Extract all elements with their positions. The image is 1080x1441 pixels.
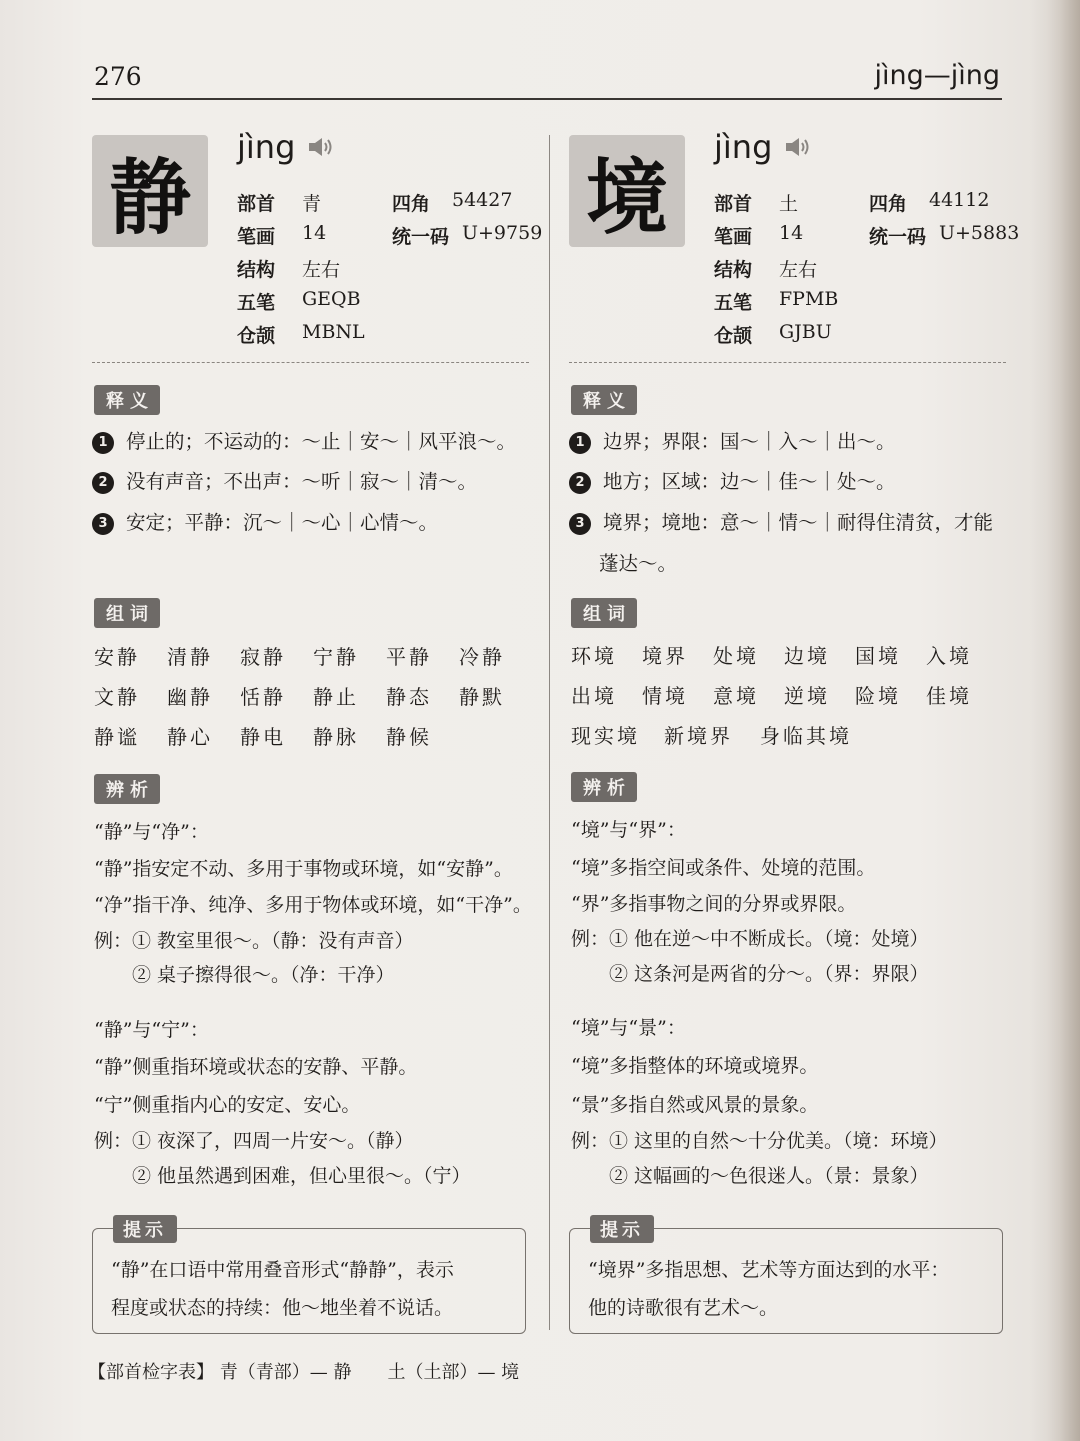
word-row-3: 静谧 静心 静电 静脉 静候 (94, 725, 432, 749)
column-divider (549, 135, 550, 1330)
entry-jing-quiet: 静 jìng 部首 青 四角 54427 笔画 14 统一码 U+9759 结构 左右 五笔 GEQB 仓颉 MBNL 释义 1 停止的；不运动的：～止｜安～｜风平浪～。 2 没有声音；不出声：～听｜寂～｜清～。 3 安定；平静：沉～｜～心｜心情～。 组词 安静 清静 寂静 宁静 平静 冷静 文静 幽静 恬静 静止 静态 静默 静谧 静心 静电 静脉 静候 辨析 “静”与“净”： “静”指安定不动、多用于事物或环境，如“安静”。 “净”指干净、纯净、多用于物体或环境，如“干净”。 例：① 教室里很～。（静：没有声音） ② 桌子擦得很～。（净：干净） “静”与“宁”： “静”侧重指环境或状态的安静、平静。 “宁”侧重指内心的安定、安心。 例：① 夜深了，四周一片安～。（静） ② 他虽然遇到困难，但心里很～。（宁） 提示 “静”在口语中常用叠音形式“静静”，表示 程度或状态的持续：他～地坐着不说话。 (92, 120, 532, 1340)
analysis-2-line-2: “宁”侧重指内心的安定、安心。 (94, 1094, 361, 1116)
section-tag-zuci: 组词 (94, 598, 160, 628)
section-tag-shiyi: 释义 (94, 385, 160, 415)
definition-3: 3 安定；平静：沉～｜～心｜心情～。 (92, 507, 438, 535)
analysis-2-title: “静”与“宁”： (94, 1019, 209, 1041)
analysis-2-line-2: “景”多指自然或风景的景象。 (571, 1094, 819, 1116)
definition-3-continued: 蓬达～。 (599, 552, 678, 575)
analysis-1-line-1: “静”指安定不动、多用于事物或环境，如“安静”。 (94, 858, 513, 880)
dashed-divider (569, 362, 1006, 363)
section-tag-zuci: 组词 (571, 598, 637, 628)
word-row-1: 安静 清静 寂静 宁静 平静 冷静 (94, 645, 505, 669)
section-tag-bianxi: 辨析 (571, 772, 637, 802)
analysis-1-example-1: 例：① 他在逆～中不断成长。（境：处境） (571, 928, 929, 950)
word-row-3: 现实境 新境界 身临其境 (571, 724, 852, 748)
word-row-2: 文静 幽静 恬静 静止 静态 静默 (94, 685, 505, 709)
word-row-2: 出境 情境 意境 逆境 险境 佳境 (571, 684, 972, 708)
analysis-2-example-2: ② 这幅画的～色很迷人。（景：景象） (609, 1165, 929, 1187)
analysis-1-example-2: ② 这条河是两省的分～。（界：界限） (609, 963, 929, 985)
definition-1: 1 停止的；不运动的：～止｜安～｜风平浪～。 (92, 426, 516, 454)
analysis-2-example-1: 例：① 夜深了，四周一片安～。（静） (94, 1130, 414, 1152)
header-rule (92, 98, 1002, 100)
pinyin-line (714, 128, 812, 166)
definition-1: 1 边界；界限：国～｜入～｜出～。 (569, 426, 896, 454)
word-row-1: 环境 境界 处境 边境 国境 入境 (571, 644, 972, 668)
speaker-icon[interactable] (307, 135, 335, 159)
entry-jing-border: 境 jìng 部首 土 四角 44112 笔画 14 统一码 U+5883 结构 左右 五笔 FPMB 仓颉 GJBU 释义 1 边界；界限：国～｜入～｜出～。 2 地方；区域：边～｜佳～｜处～。 3 境界；境地：意～｜情～｜耐得住清贫，才能 蓬达～。 组词 环境 境界 处境 边境 国境 入境 出境 情境 意境 逆境 险境 佳境 现实境 新境界 身临其境 辨析 “境”与“界”： “境”多指空间或条件、处境的范围。 “界”多指事物之间的分界或界限。 例：① 他在逆～中不断成长。（境：处境） ② 这条河是两省的分～。（界：界限） “境”与“景”： “境”多指整体的环境或境界。 “景”多指自然或风景的景象。 例：① 这里的自然～十分优美。（境：环境） ② 这幅画的～色很迷人。（景：景象） 提示 “境界”多指思想、艺术等方面达到的水平： 他的诗歌很有艺术～。 (569, 120, 1009, 1340)
tip-line-1: “静”在口语中常用叠音形式“静静”，表示 (111, 1259, 454, 1281)
analysis-2-line-1: “静”侧重指环境或状态的安静、平静。 (94, 1056, 418, 1078)
tip-tag: 提示 (113, 1215, 177, 1243)
tip-line-1: “境界”多指思想、艺术等方面达到的水平： (588, 1259, 950, 1281)
tip-box (92, 1220, 526, 1334)
headword-char: 境 (569, 135, 685, 247)
page-pinyin-range: jìng—jìng (874, 60, 1000, 91)
section-tag-shiyi: 释义 (571, 385, 637, 415)
analysis-2-example-2: ② 他虽然遇到困难，但心里很～。（宁） (132, 1165, 471, 1187)
dashed-divider (92, 362, 529, 363)
tip-tag: 提示 (590, 1215, 654, 1243)
pinyin-line (237, 128, 335, 166)
page-number: 276 (94, 62, 142, 91)
definition-2: 2 地方；区域：边～｜佳～｜处～。 (569, 466, 896, 494)
analysis-1-line-1: “境”多指空间或条件、处境的范围。 (571, 857, 876, 879)
radical-index-footer: 【部首检字表】 青（青部）— 静 土（土部）— 境 (88, 1362, 520, 1383)
analysis-2-title: “境”与“景”： (571, 1017, 686, 1039)
headword-pinyin: jìng (237, 128, 296, 166)
analysis-1-line-2: “净”指干净、纯净、多用于物体或环境，如“干净”。 (94, 894, 532, 916)
analysis-2-line-1: “境”多指整体的环境或境界。 (571, 1055, 819, 1077)
analysis-1-title: “静”与“净”： (94, 821, 209, 843)
definition-3: 3 境界；境地：意～｜情～｜耐得住清贫，才能 (569, 507, 993, 535)
page-edge-shadow (1030, 0, 1080, 1441)
section-tag-bianxi: 辨析 (94, 774, 160, 804)
definition-2: 2 没有声音；不出声：～听｜寂～｜清～。 (92, 466, 477, 494)
speaker-icon[interactable] (784, 135, 812, 159)
analysis-1-example-1: 例：① 教室里很～。（静：没有声音） (94, 930, 414, 952)
analysis-1-line-2: “界”多指事物之间的分界或界限。 (571, 893, 857, 915)
tip-line-2: 程度或状态的持续：他～地坐着不说话。 (111, 1297, 454, 1319)
headword-pinyin: jìng (714, 128, 773, 166)
analysis-1-example-2: ② 桌子擦得很～。（净：干净） (132, 964, 395, 986)
analysis-1-title: “境”与“界”： (571, 819, 686, 841)
analysis-2-example-1: 例：① 这里的自然～十分优美。（境：环境） (571, 1130, 948, 1152)
tip-box (569, 1220, 1003, 1334)
tip-line-2: 他的诗歌很有艺术～。 (588, 1297, 779, 1319)
headword-char: 静 (92, 135, 208, 247)
